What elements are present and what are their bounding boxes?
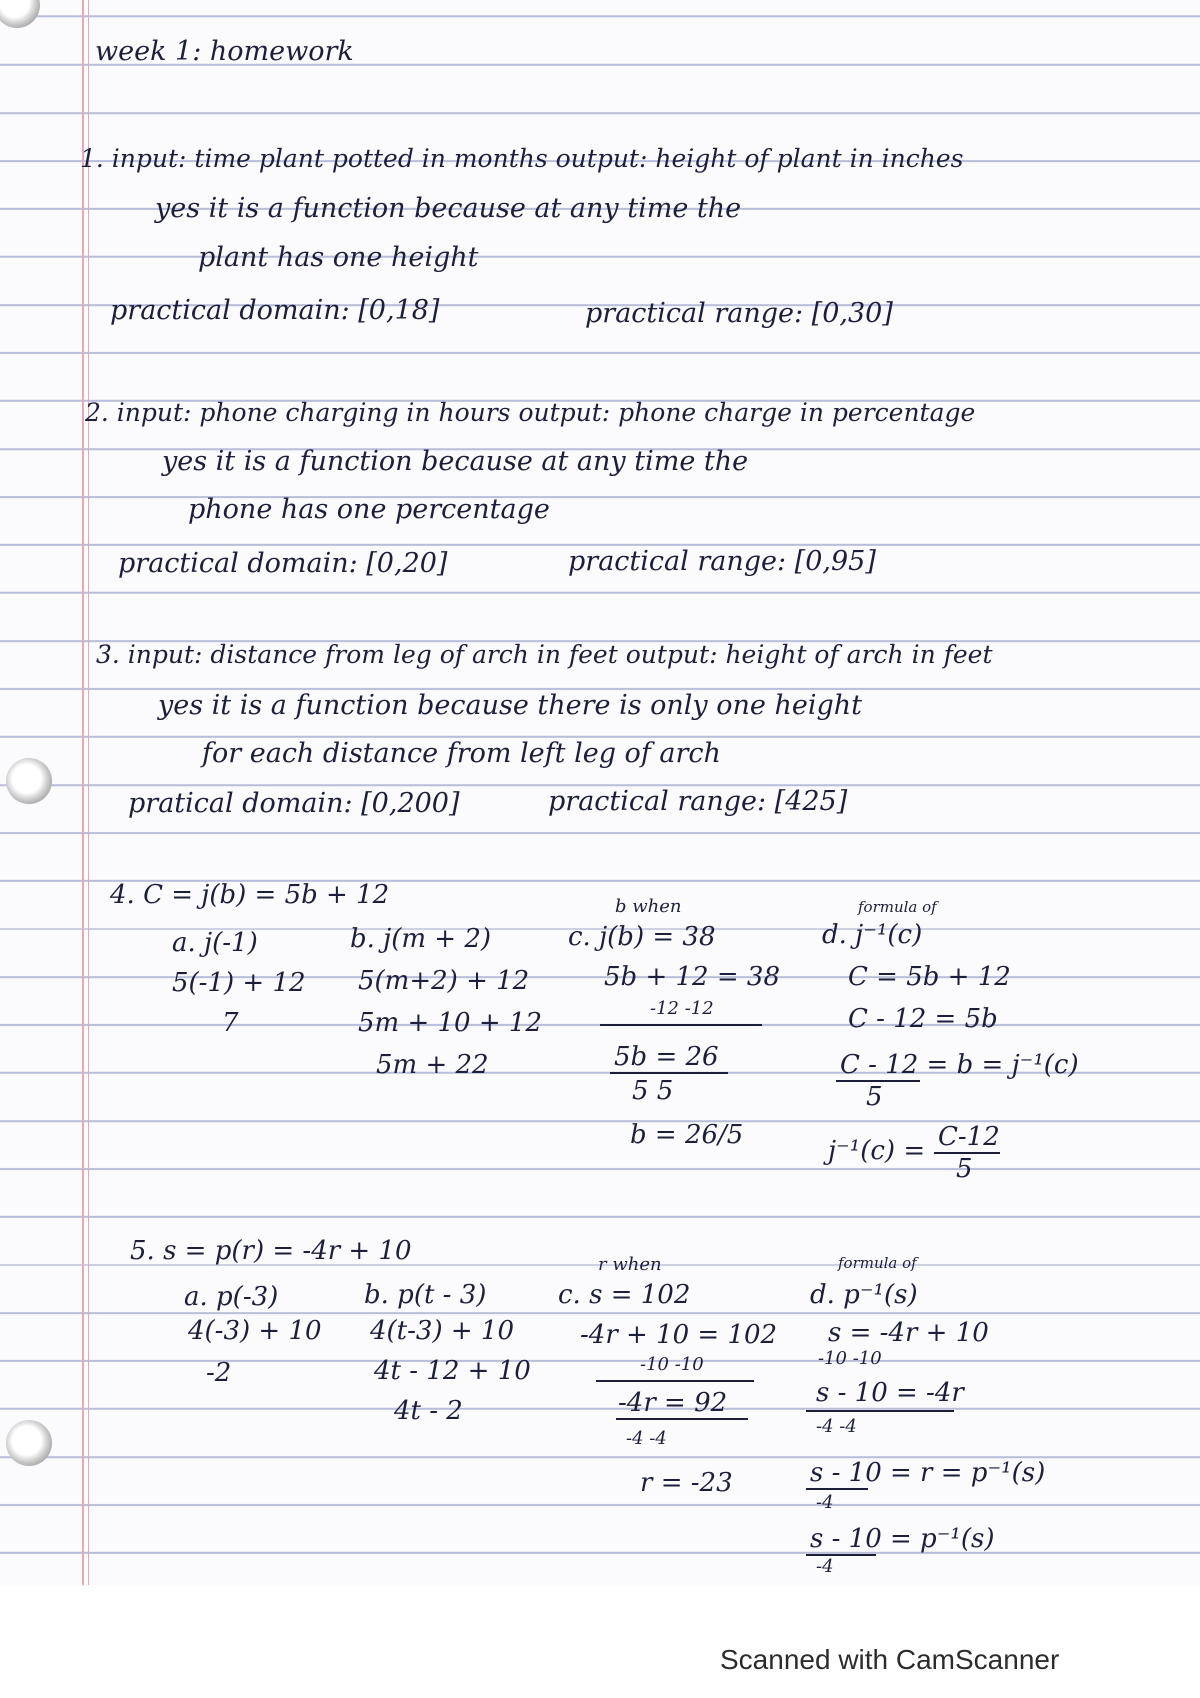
problem3-line2: yes it is a function because there is only one height bbox=[158, 690, 862, 721]
problem2-line3: phone has one percentage bbox=[188, 494, 550, 525]
problem4-d-result-numerator: C-12 bbox=[938, 1122, 1000, 1152]
problem5-d-step1: s = -4r + 10 bbox=[828, 1318, 989, 1348]
problem5-d-step6: -4 bbox=[816, 1492, 834, 1513]
problem4-a-step1: 5(-1) + 12 bbox=[172, 968, 306, 998]
problem5-c-step5: r = -23 bbox=[640, 1468, 733, 1498]
problem4-c-step2: -12 -12 bbox=[650, 998, 714, 1019]
problem4-c-step3: 5b = 26 bbox=[614, 1042, 719, 1072]
binder-hole-middle bbox=[6, 758, 52, 804]
problem4-a-step2: 7 bbox=[222, 1008, 239, 1038]
problem3-range: practical range: [425] bbox=[548, 786, 848, 817]
problem5-d-step5: s - 10 = r = p⁻¹(s) bbox=[810, 1458, 1046, 1488]
problem4-d-label: d. j⁻¹(c) bbox=[822, 920, 923, 950]
problem1-range: practical range: [0,30] bbox=[585, 298, 893, 329]
problem4-header: 4. C = j(b) = 5b + 12 bbox=[110, 880, 390, 910]
problem4-d-step4: 5 bbox=[866, 1082, 883, 1112]
problem5-c-step3: -4r = 92 bbox=[618, 1388, 728, 1418]
problem5-c-step2: -10 -10 bbox=[640, 1354, 704, 1375]
problem1-domain: practical domain: [0,18] bbox=[110, 295, 440, 326]
problem2-line1: 2. input: phone charging in hours output: phone charge in percentage bbox=[85, 398, 976, 427]
problem4-b-step3: 5m + 22 bbox=[376, 1050, 489, 1080]
problem4-c-note: b when bbox=[615, 896, 682, 917]
problem5-c-fraction-bar bbox=[616, 1418, 748, 1420]
problem4-d-result-denominator: 5 bbox=[956, 1154, 973, 1184]
problem5-d-step3: s - 10 = -4r bbox=[816, 1378, 964, 1408]
problem4-b-label: b. j(m + 2) bbox=[350, 924, 492, 954]
problem5-d-label: d. p⁻¹(s) bbox=[810, 1280, 918, 1310]
problem4-d-result: j⁻¹(c) = bbox=[828, 1136, 926, 1166]
problem5-a-step1: 4(-3) + 10 bbox=[188, 1316, 322, 1346]
problem4-c-label: c. j(b) = 38 bbox=[568, 922, 716, 952]
binder-hole-top bbox=[0, 0, 40, 28]
problem5-d-note: formula of bbox=[838, 1254, 917, 1272]
margin-line-inner bbox=[88, 0, 89, 1585]
problem5-a-label: a. p(-3) bbox=[184, 1282, 279, 1312]
problem5-d-step7: s - 10 = p⁻¹(s) bbox=[810, 1524, 995, 1554]
problem5-b-step1: 4(t-3) + 10 bbox=[370, 1316, 515, 1346]
problem4-a-label: a. j(-1) bbox=[172, 928, 258, 958]
problem5-d-fraction-bar bbox=[806, 1488, 868, 1490]
problem3-line3: for each distance from left leg of arch bbox=[202, 738, 721, 769]
problem4-c-step1: 5b + 12 = 38 bbox=[604, 962, 780, 992]
problem5-c-note: r when bbox=[598, 1254, 662, 1275]
problem4-d-step2: C - 12 = 5b bbox=[848, 1004, 998, 1034]
problem4-b-step2: 5m + 10 + 12 bbox=[358, 1008, 542, 1038]
problem5-header: 5. s = p(r) = -4r + 10 bbox=[130, 1236, 412, 1266]
problem4-d-note: formula of bbox=[858, 898, 937, 916]
page-title: week 1: homework bbox=[95, 36, 354, 67]
binder-hole-bottom bbox=[6, 1420, 52, 1466]
problem5-c-divider bbox=[596, 1380, 754, 1382]
problem4-d-step3: C - 12 = b = j⁻¹(c) bbox=[840, 1050, 1079, 1080]
problem5-d-divider bbox=[806, 1410, 954, 1412]
problem4-c-step5: b = 26/5 bbox=[630, 1120, 744, 1150]
problem4-c-fraction-bar bbox=[610, 1072, 728, 1074]
problem4-c-step4: 5 5 bbox=[632, 1076, 674, 1106]
margin-line bbox=[82, 0, 84, 1585]
problem1-line1: 1. input: time plant potted in months output: height of plant in inches bbox=[80, 144, 964, 173]
problem5-a-step2: -2 bbox=[206, 1358, 232, 1388]
problem5-b-label: b. p(t - 3) bbox=[364, 1280, 487, 1310]
problem5-d-step8: -4 bbox=[816, 1556, 834, 1577]
scanner-watermark: Scanned with CamScanner bbox=[720, 1644, 1060, 1675]
problem4-b-step1: 5(m+2) + 12 bbox=[358, 966, 530, 996]
problem5-b-step2: 4t - 12 + 10 bbox=[374, 1356, 531, 1386]
problem2-range: practical range: [0,95] bbox=[568, 546, 876, 577]
problem3-domain: pratical domain: [0,200] bbox=[128, 788, 460, 819]
problem2-domain: practical domain: [0,20] bbox=[118, 548, 448, 579]
problem5-d-step4: -4 -4 bbox=[816, 1416, 857, 1437]
problem5-d-step2: -10 -10 bbox=[818, 1348, 882, 1369]
problem1-line2: yes it is a function because at any time the bbox=[155, 193, 742, 224]
problem5-b-step3: 4t - 2 bbox=[394, 1396, 463, 1426]
problem5-c-step1: -4r + 10 = 102 bbox=[580, 1320, 778, 1350]
problem2-line2: yes it is a function because at any time the bbox=[162, 446, 749, 477]
problem5-c-step4: -4 -4 bbox=[626, 1428, 667, 1449]
problem4-c-divider bbox=[600, 1024, 762, 1026]
problem4-d-step1: C = 5b + 12 bbox=[848, 962, 1011, 992]
problem1-line3: plant has one height bbox=[198, 242, 479, 273]
problem3-line1: 3. input: distance from leg of arch in feet output: height of arch in feet bbox=[96, 640, 993, 669]
problem5-c-label: c. s = 102 bbox=[558, 1280, 691, 1310]
